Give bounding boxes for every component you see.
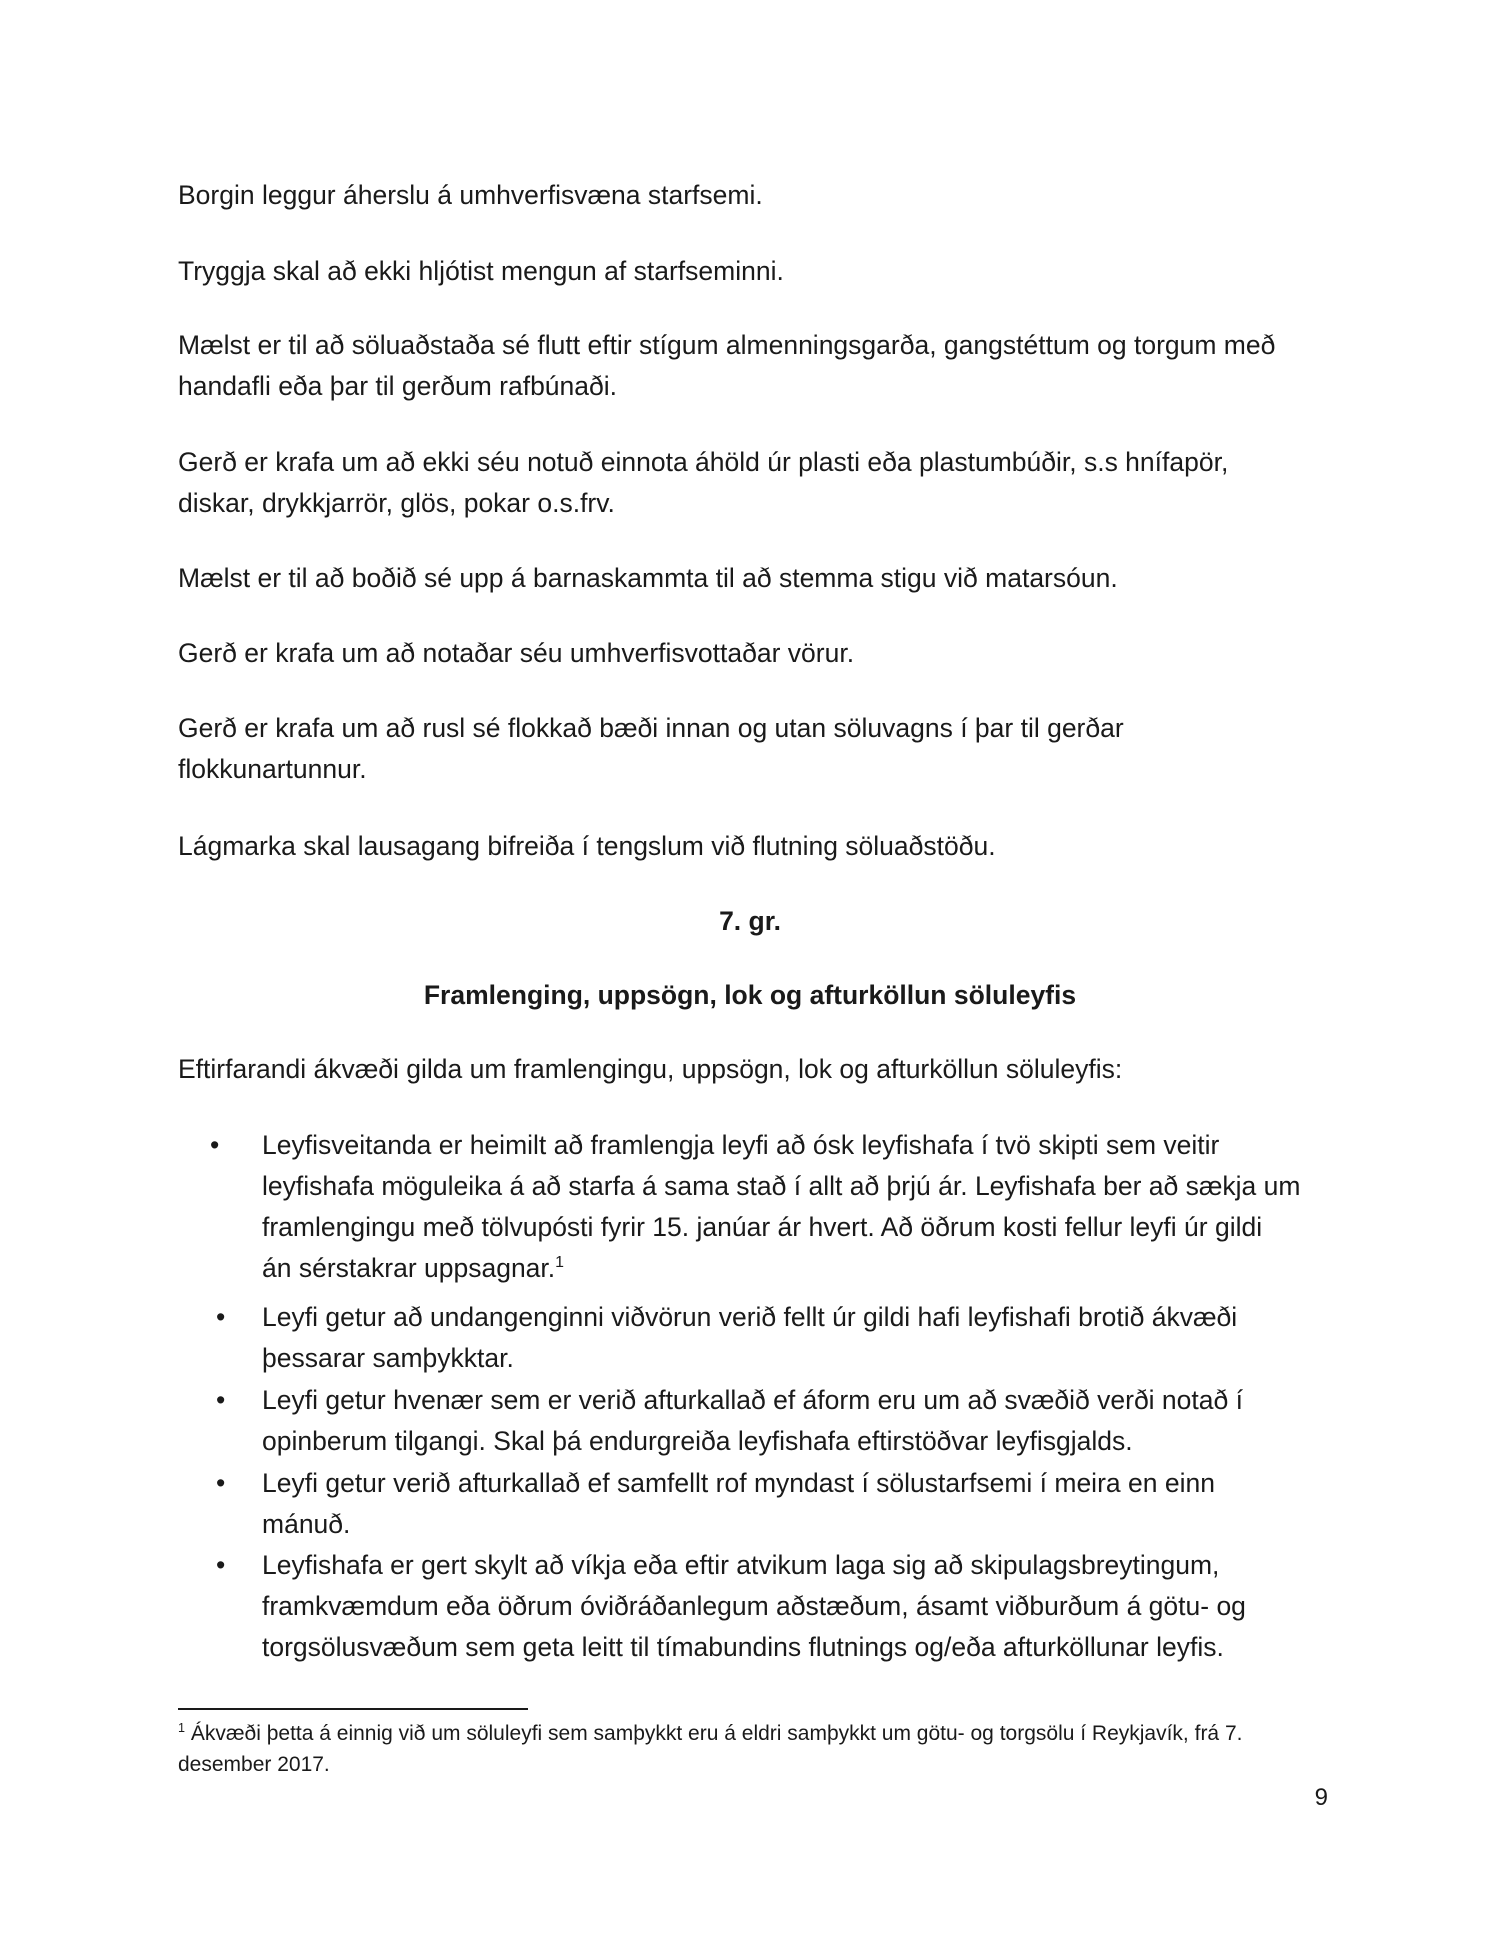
intro-text: Eftirfarandi ákvæði gilda um framlengingu, uppsögn, lok og afturköllun söluleyfis: [178, 1054, 1123, 1084]
paragraph-line: Lágmarka skal lausagang bifreiða í tengslum við flutning söluaðstöðu. [178, 831, 996, 861]
list-item-line: torgsölusvæðum sem geta leitt til tímabundins flutnings og/eða afturköllunar leyfis. [262, 1632, 1224, 1662]
article-number: 7. gr. [719, 906, 781, 936]
page-number: 9 [1314, 1784, 1328, 1811]
bullet-icon: • [210, 1130, 220, 1160]
list-item-line: Leyfi getur verið afturkallað ef samfellt rof myndast í sölustarfsemi í meira en einn [262, 1468, 1215, 1498]
paragraph [178, 175, 1338, 216]
paragraph-line: Gerð er krafa um að notaðar séu umhverfisvottaðar vörur. [178, 638, 855, 668]
paragraph [178, 251, 1338, 292]
paragraph-line: Mælst er til að boðið sé upp á barnaskammta til að stemma stigu við matarsóun. [178, 563, 1118, 593]
footnote [178, 1718, 1338, 1780]
bullet-icon: • [216, 1302, 226, 1332]
article-title: Framlenging, uppsögn, lok og afturköllun söluleyfis [423, 980, 1077, 1010]
paragraph-line: Borgin leggur áherslu á umhverfisvæna starfsemi. [178, 180, 763, 210]
list-item-line: Leyfi getur hvenær sem er verið afturkallað ef áform eru um að svæðið verði notað í [262, 1385, 1243, 1415]
list-item [262, 1125, 1342, 1289]
footnote-line: Ákvæði þetta á einnig við um söluleyfi sem samþykkt eru á eldri samþykkt um götu- og torgsölu í Reykjavík, frá 7. [185, 1722, 1243, 1745]
list-item-text: án sérstakrar uppsagnar. [262, 1253, 556, 1283]
list-item-line: leyfishafa möguleika á að starfa á sama stað í allt að þrjú ár. Leyfishafa ber að sækja um [262, 1171, 1301, 1201]
footnote-marker: 1 [178, 1721, 186, 1735]
paragraph-line: diskar, drykkjarrör, glös, pokar o.s.frv. [178, 488, 615, 518]
bullet-icon: • [216, 1550, 226, 1580]
list-item [262, 1545, 1342, 1668]
list-item-line: framkvæmdum eða öðrum óviðráðanlegum aðstæðum, ásamt viðburðum á götu- og [262, 1591, 1246, 1621]
paragraph-line: Mælst er til að söluaðstaða sé flutt eftir stígum almenningsgarða, gangstéttum og torgum með [178, 330, 1276, 360]
paragraph-line: handafli eða þar til gerðum rafbúnaði. [178, 371, 618, 401]
footnote-line: desember 2017. [178, 1753, 330, 1776]
list-item [262, 1380, 1342, 1462]
paragraph [178, 708, 1338, 790]
list-item-line: Leyfishafa er gert skylt að víkja eða eftir atvikum laga sig að skipulagsbreytingum, [262, 1550, 1220, 1580]
paragraph [178, 633, 1338, 674]
paragraph [178, 826, 1338, 867]
footnote-reference[interactable]: 1 [555, 1254, 564, 1272]
list-item-line: þessarar samþykktar. [262, 1343, 514, 1373]
list-item-line: Leyfisveitanda er heimilt að framlengja leyfi að ósk leyfishafa í tvö skipti sem veitir [262, 1130, 1220, 1160]
bullet-icon: • [216, 1385, 226, 1415]
paragraph-line: Tryggja skal að ekki hljótist mengun af starfseminni. [178, 256, 784, 286]
list-item [262, 1297, 1342, 1379]
list-item-line [262, 1248, 1342, 1289]
footnote-divider [178, 1708, 528, 1710]
list-item-line: opinberum tilgangi. Skal þá endurgreiða leyfishafa eftirstöðvar leyfisgjalds. [262, 1426, 1133, 1456]
list-item-line: Leyfi getur að undangenginni viðvörun verið fellt úr gildi hafi leyfishafi brotið ákvæði [262, 1302, 1238, 1332]
paragraph [178, 558, 1338, 599]
paragraph-line: flokkunartunnur. [178, 754, 367, 784]
list-item [262, 1463, 1342, 1545]
paragraph [178, 325, 1338, 407]
paragraph-line: Gerð er krafa um að ekki séu notuð einnota áhöld úr plasti eða plastumbúðir, s.s hnífapör, [178, 447, 1229, 477]
paragraph [178, 442, 1338, 524]
list-item-line: framlengingu með tölvupósti fyrir 15. janúar ár hvert. Að öðrum kosti fellur leyfi úr gildi [262, 1212, 1263, 1242]
paragraph-line: Gerð er krafa um að rusl sé flokkað bæði innan og utan söluvagns í þar til gerðar [178, 713, 1124, 743]
list-item-line: mánuð. [262, 1509, 351, 1539]
bullet-icon: • [216, 1468, 226, 1498]
